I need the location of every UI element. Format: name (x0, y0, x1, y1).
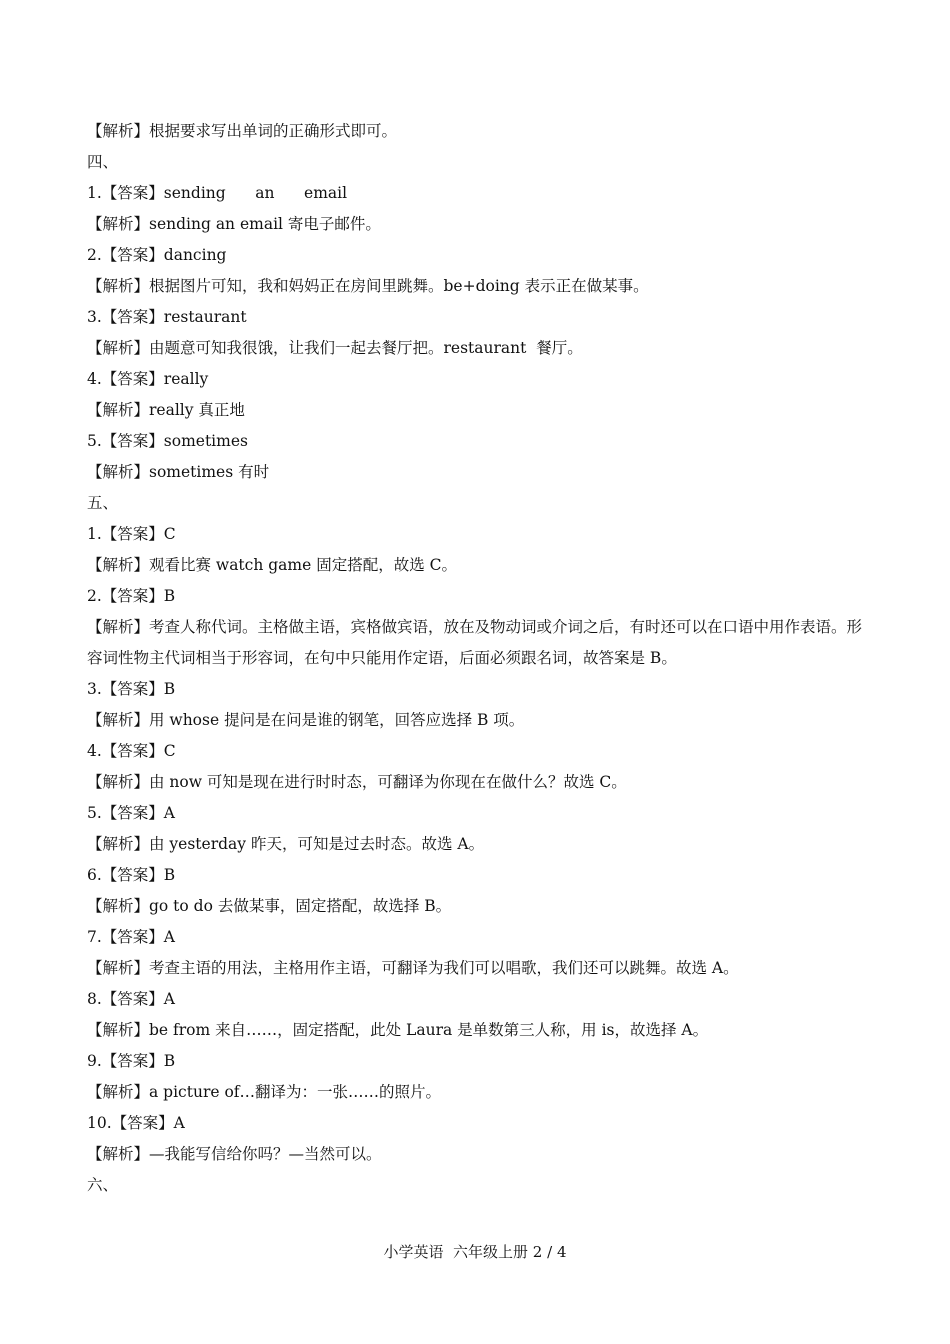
answer-line: 7.【答案】A (87, 928, 175, 946)
analysis-line: 【解析】a picture of…翻译为：一张……的照片。 (87, 1083, 442, 1101)
answer-line: 4.【答案】C (87, 742, 176, 760)
analysis-line: 【解析】be from 来自……，固定搭配，此处 Laura 是单数第三人称，用 is，故选择 A。 (87, 1021, 709, 1039)
answer-line: 5.【答案】A (87, 804, 175, 822)
analysis-line: 【解析】sending an email 寄电子邮件。 (87, 215, 381, 233)
analysis-line: 【解析】go to do 去做某事，固定搭配，故选择 B。 (87, 897, 452, 915)
answer-line: 1.【答案】C (87, 525, 176, 543)
answer-line: 3.【答案】B (87, 680, 176, 698)
answer-line: 1.【答案】sending an email (87, 184, 348, 202)
answer-line: 2.【答案】dancing (87, 246, 227, 264)
analysis-line: 【解析】really 真正地 (87, 401, 245, 419)
page-footer: 小学英语 六年级上册 2 / 4 (383, 1243, 567, 1261)
analysis-line: 【解析】sometimes 有时 (87, 463, 270, 481)
answer-line: 5.【答案】sometimes (87, 432, 248, 450)
analysis-line: 【解析】观看比赛 watch game 固定搭配，故选 C。 (87, 556, 458, 574)
answer-line: 8.【答案】A (87, 990, 175, 1008)
analysis-paragraph: 【解析】考查人称代词。主格做主语，宾格做宾语，放在及物动词或介词之后，有时还可以在口语中用作表语。形容词性物主代词相当于形容词，在句中只能用作定语，后面必须跟名词，故答案是 B。 (87, 618, 863, 667)
answer-line: 9.【答案】B (87, 1052, 176, 1070)
analysis-line: 【解析】考查主语的用法，主格用作主语，可翻译为我们可以唱歌，我们还可以跳舞。故选 A。 (87, 959, 739, 977)
analysis-line: 【解析】由题意可知我很饿，让我们一起去餐厅把。restaurant 餐厅。 (87, 339, 583, 357)
answer-content (87, 116, 877, 1201)
answer-line: 3.【答案】restaurant (87, 308, 247, 326)
answer-line: 2.【答案】B (87, 587, 176, 605)
analysis-line: 【解析】由 yesterday 昨天，可知是过去时态。故选 A。 (87, 835, 485, 853)
analysis-line: 【解析】—我能写信给你吗？—当然可以。 (87, 1145, 382, 1163)
section-heading: 五、 (87, 494, 119, 512)
analysis-line: 【解析】用 whose 提问是在问是谁的钢笔，回答应选择 B 项。 (87, 711, 525, 729)
answer-line: 4.【答案】really (87, 370, 209, 388)
section-heading: 六、 (87, 1176, 119, 1194)
answer-line: 6.【答案】B (87, 866, 176, 884)
answer-line: 10.【答案】A (87, 1114, 185, 1132)
section-heading: 四、 (87, 153, 119, 171)
analysis-line: 【解析】根据图片可知，我和妈妈正在房间里跳舞。be+doing 表示正在做某事。 (87, 277, 649, 295)
analysis-line: 【解析】根据要求写出单词的正确形式即可。 (87, 122, 398, 140)
analysis-line: 【解析】由 now 可知是现在进行时时态，可翻译为你现在在做什么？故选 C。 (87, 773, 627, 791)
